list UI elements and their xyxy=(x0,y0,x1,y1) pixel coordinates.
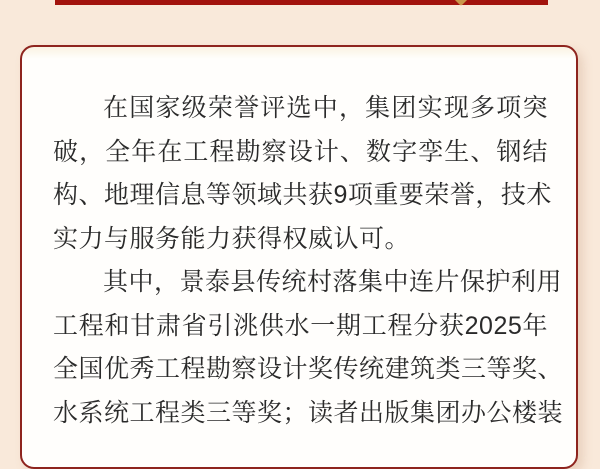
paragraph-1 xyxy=(53,87,552,261)
top-red-banner-strip xyxy=(55,0,548,5)
article-body xyxy=(22,47,576,435)
content-card xyxy=(20,45,578,469)
article-line: 在国家级荣誉评选中，集团实现多项突 xyxy=(103,94,548,122)
article-line: 其中，景泰县传统村落集中连片保护利用 xyxy=(103,268,563,296)
paragraph-2 xyxy=(53,261,564,435)
article-line: 实力与服务能力获得权威认可。 xyxy=(53,224,411,253)
article-line: 全国优秀工程勘察设计奖传统建筑类三等奖、 xyxy=(53,355,564,383)
article-line: 破，全年在工程勘察设计、数字孪生、钢结 xyxy=(53,137,548,166)
article-line: 工程和甘肃省引洮供水一期工程分获2025年 xyxy=(53,311,548,340)
article-line: 水系统工程类三等奖；读者出版集团办公楼装 xyxy=(53,398,564,427)
article-line: 构、地理信息等领域共获9项重要荣誉，技术 xyxy=(53,181,552,209)
